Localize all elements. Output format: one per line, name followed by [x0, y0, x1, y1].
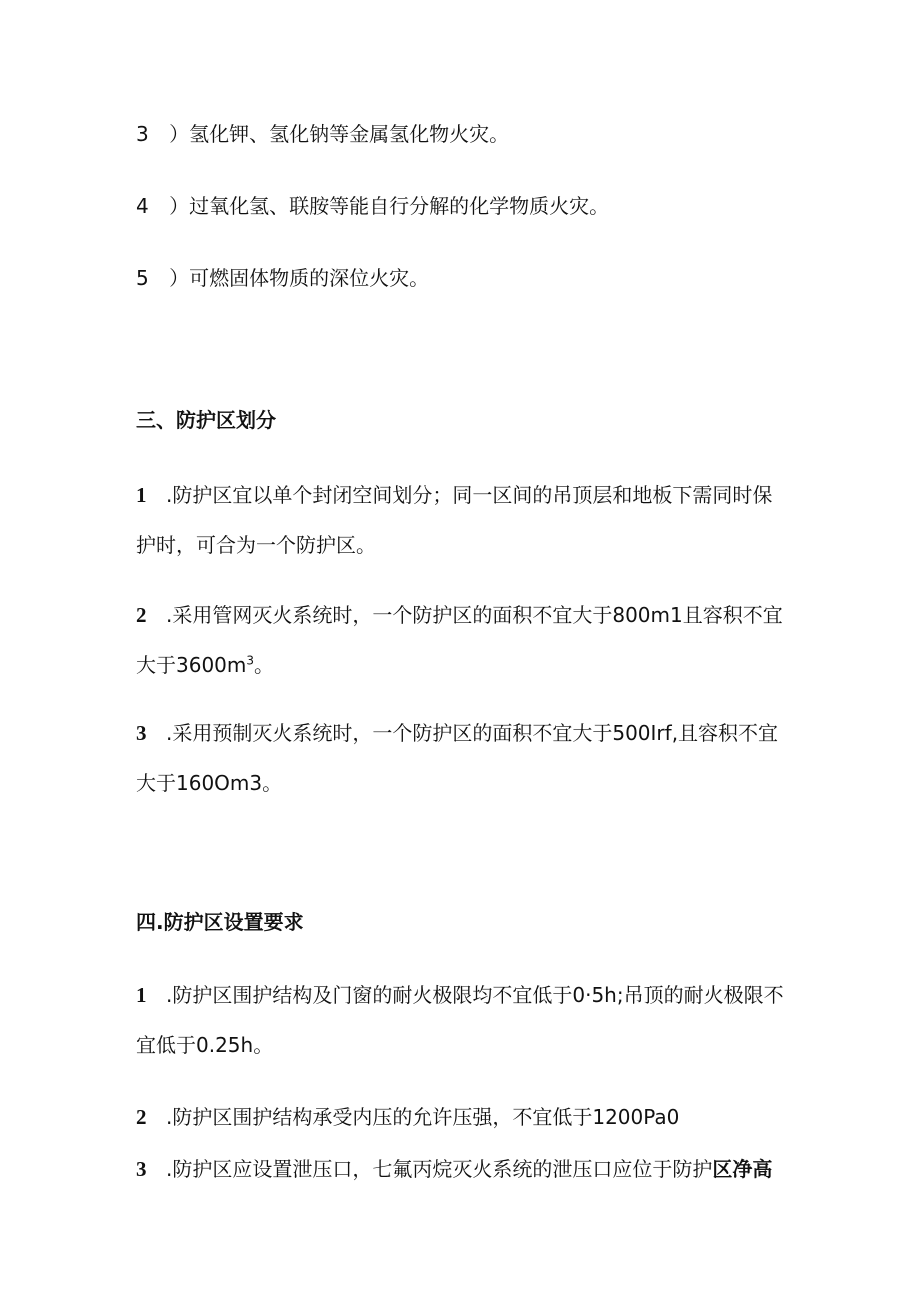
list-item — [136, 590, 788, 690]
item-text: .防护区应设置泄压口，七氟丙烷灭火系统的泄压口应位于防护 — [166, 1157, 713, 1181]
item-number: 2 — [136, 1105, 147, 1129]
item-text: ）过氧化氢、联胺等能自行分解的化学物质火灾。 — [169, 194, 610, 218]
item-text: .防护区宜以单个封闭空间划分；同一区间的吊顶层和地板下需同时保护时，可合为一个防护区。 — [136, 483, 773, 557]
item-number: 2 — [136, 603, 147, 627]
list-item — [136, 1092, 788, 1142]
item-number: 1 — [136, 483, 147, 507]
list-item — [136, 470, 788, 570]
item-number: 4 — [136, 194, 149, 218]
section-heading: 三、防护区划分 — [136, 408, 276, 432]
item-number: 5 — [136, 266, 149, 290]
superscript: 3 — [246, 653, 255, 668]
list-item — [136, 970, 788, 1070]
item-number: 3 — [136, 1157, 147, 1181]
item-number: 3 — [136, 721, 147, 745]
list-item — [136, 1144, 788, 1194]
list-item — [136, 194, 609, 218]
item-number: 1 — [136, 983, 147, 1007]
item-text: .防护区围护结构承受内压的允许压强，不宜低于1200Pa0 — [166, 1105, 680, 1129]
item-number: 3 — [136, 122, 149, 146]
section-heading: 四.防护区设置要求 — [136, 910, 304, 934]
item-tail: 。 — [254, 653, 275, 677]
item-text: ）氢化钾、氢化钠等金属氢化物火灾。 — [169, 122, 510, 146]
item-text: .采用管网灭火系统时，一个防护区的面积不宜大于800m1且容积不宜大于3600m — [136, 603, 783, 677]
item-text: ）可燃固体物质的深位火灾。 — [169, 266, 430, 290]
list-item — [136, 708, 788, 808]
item-text: .采用预制灭火系统时，一个防护区的面积不宜大于500Irf,且容积不宜大于160Om3。 — [136, 721, 779, 795]
item-bold-tail: 区净高 — [712, 1157, 773, 1181]
list-item — [136, 122, 509, 146]
item-text: .防护区围护结构及门窗的耐火极限均不宜低于0·5h;吊顶的耐火极限不宜低于0.25h。 — [136, 983, 784, 1057]
list-item — [136, 266, 429, 290]
